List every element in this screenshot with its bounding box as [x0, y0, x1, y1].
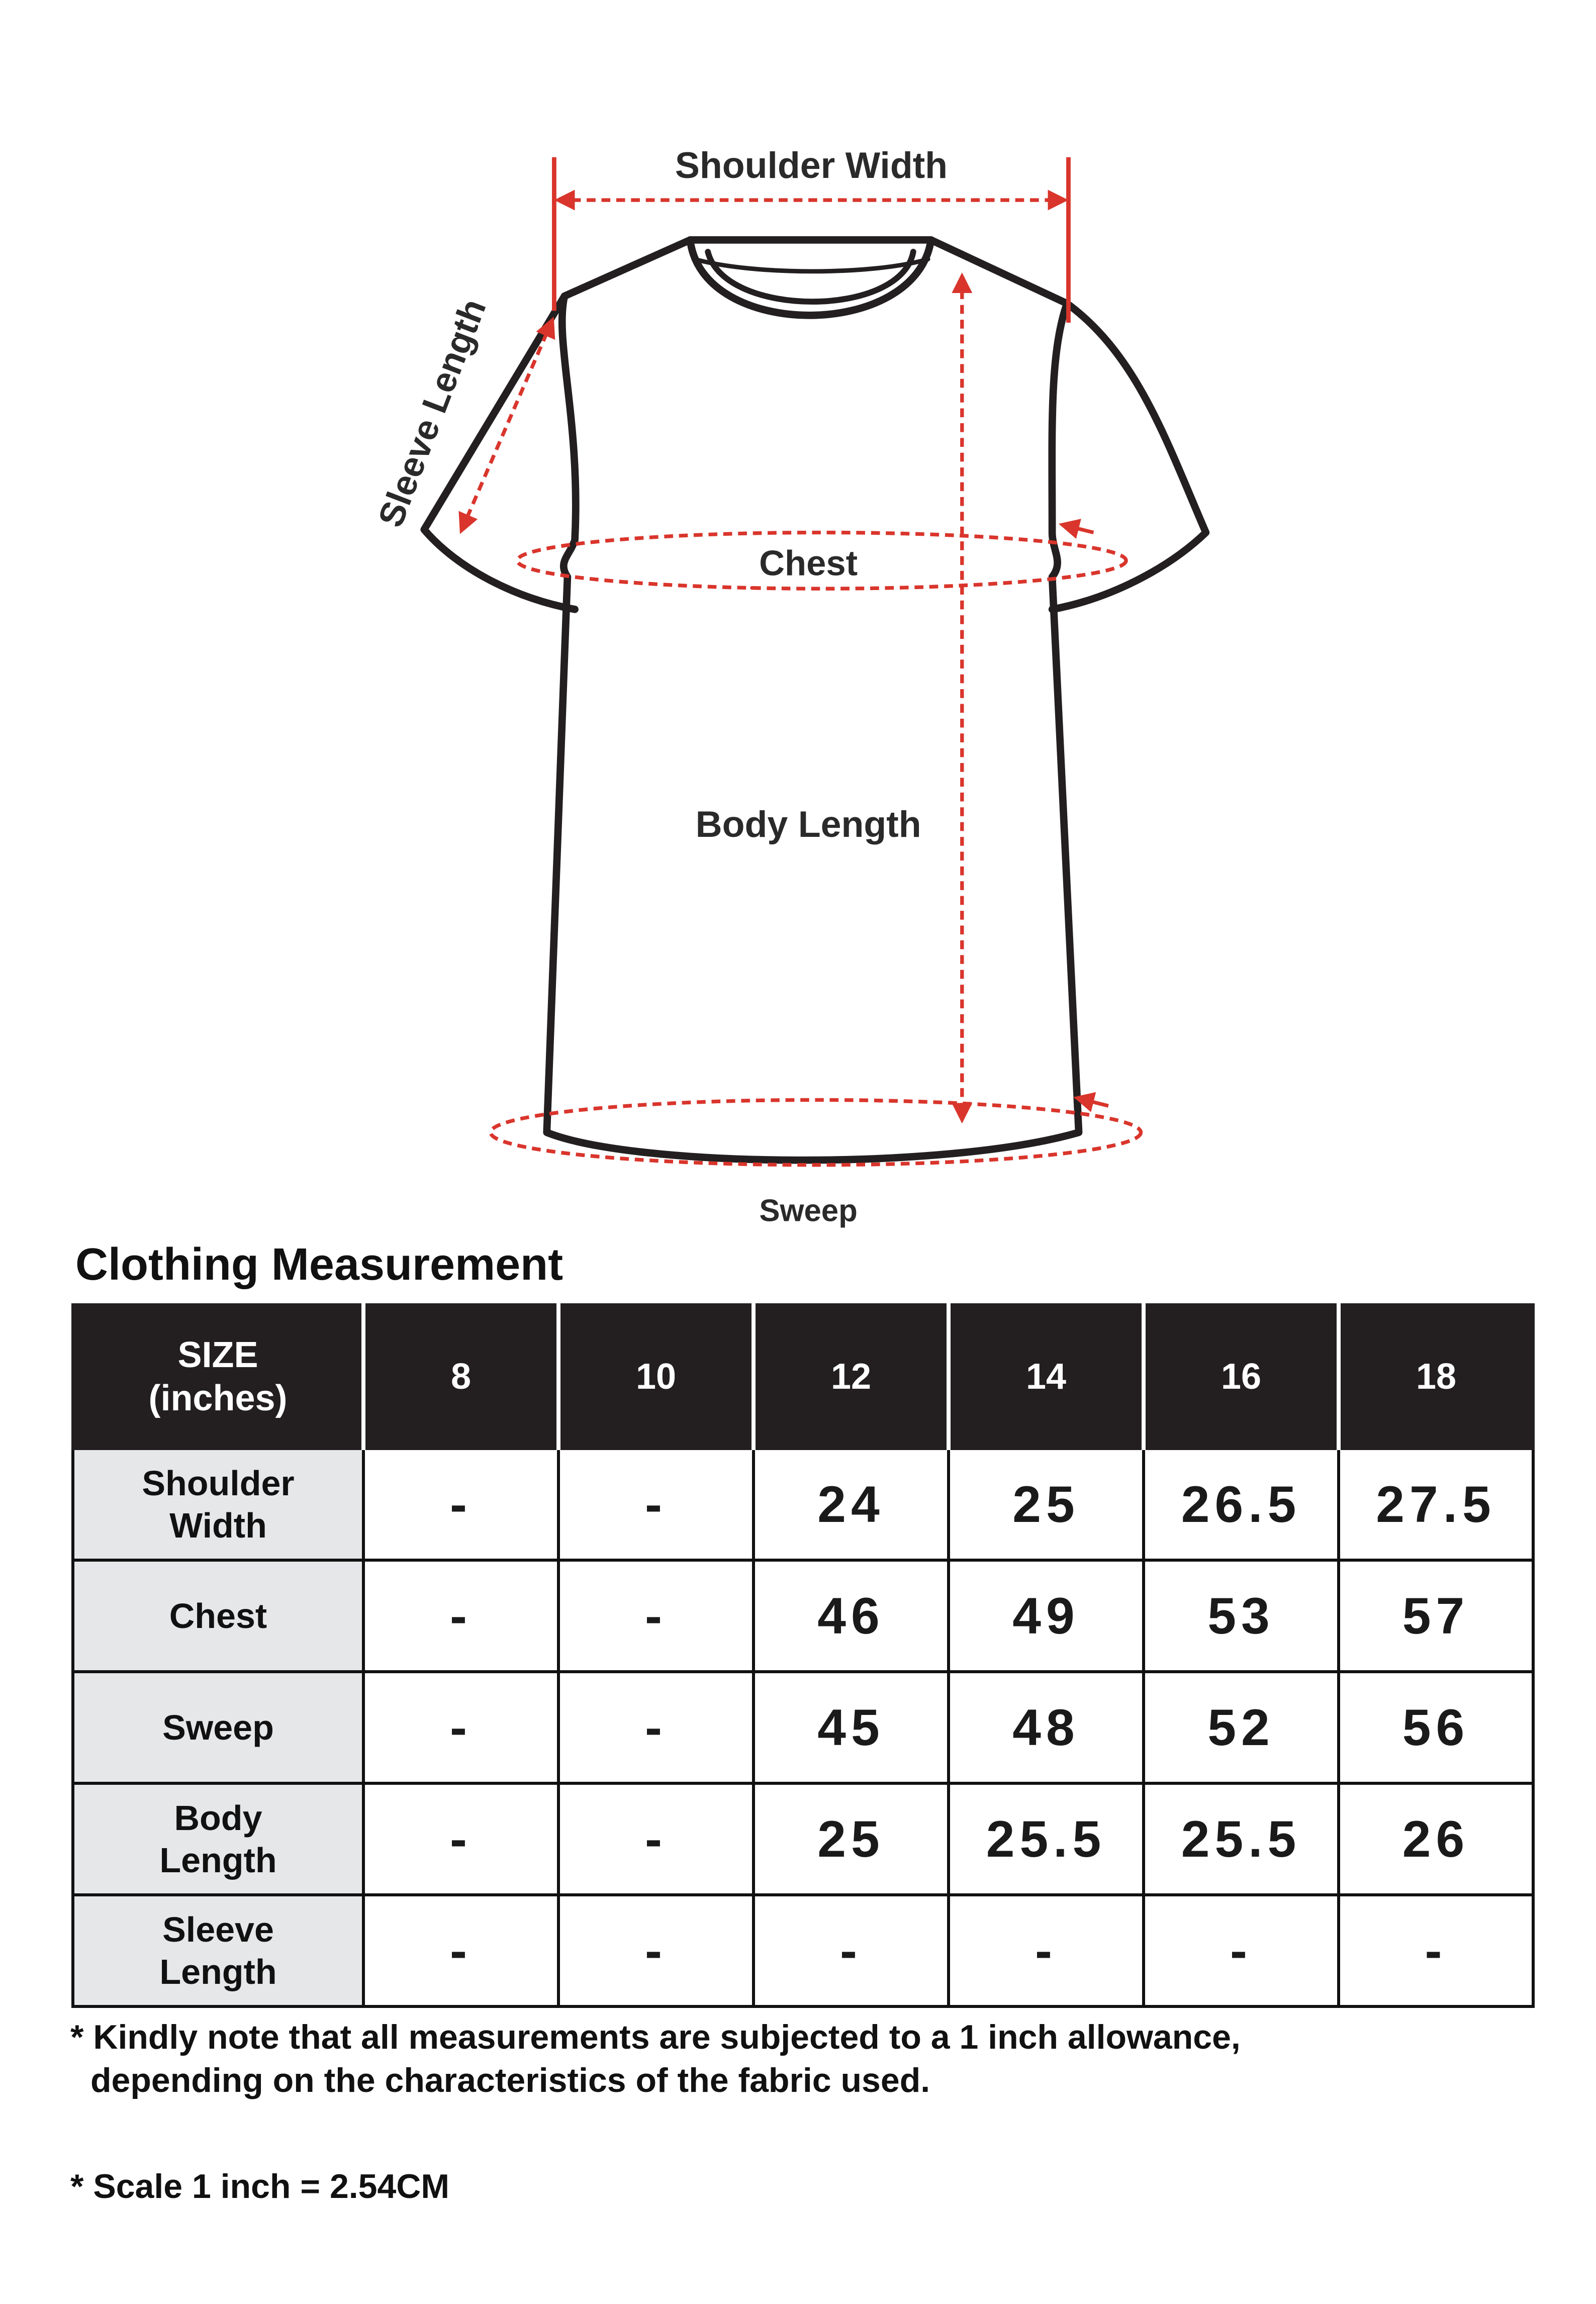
size-column-header: 8: [363, 1305, 558, 1449]
sleeve-length-arrow: [467, 333, 547, 518]
section-title: Clothing Measurement: [75, 1239, 564, 1290]
table-cell: 25.5: [1144, 1783, 1339, 1895]
row-label-chest: [73, 1560, 363, 1672]
tshirt-body-outline: [547, 240, 1079, 1160]
table-cell: -: [558, 1895, 754, 2006]
row-label-body-length: [73, 1783, 363, 1895]
row-label-shoulder-width: [73, 1449, 363, 1560]
table-cell: 48: [949, 1672, 1144, 1783]
table-cell: -: [558, 1560, 754, 1672]
allowance-note: [70, 2015, 1241, 2102]
sweep-loop: [491, 1100, 1141, 1165]
table-cell: -: [363, 1672, 558, 1783]
table-cell: 53: [1144, 1560, 1339, 1672]
table-cell: -: [558, 1672, 754, 1783]
table-cell: 56: [1339, 1672, 1533, 1783]
row-label-line2: Length: [159, 1952, 277, 1991]
size-chart-table: [71, 1303, 1535, 2008]
size-column-header: 12: [754, 1305, 949, 1449]
size-header-cell: [73, 1305, 363, 1449]
size-column-header: 18: [1339, 1305, 1533, 1449]
body-length-label: Body Length: [695, 803, 921, 845]
size-header-line1: SIZE: [177, 1335, 258, 1375]
scale-note: * Scale 1 inch = 2.54CM: [70, 2167, 450, 2205]
table-row: [73, 1672, 1533, 1783]
row-label-line1: Chest: [169, 1596, 267, 1636]
row-label-sleeve-length: [73, 1895, 363, 2006]
table-cell: -: [1339, 1895, 1533, 2006]
row-label-line2: Width: [169, 1506, 267, 1545]
collar-back: [695, 259, 928, 271]
shoulder-width-label: Shoulder Width: [675, 144, 948, 186]
tshirt-outline: [424, 240, 1206, 1160]
table-cell: 57: [1339, 1560, 1533, 1672]
table-cell: -: [1144, 1895, 1339, 2006]
row-label-line2: Length: [159, 1841, 277, 1880]
right-sleeve-outline: [1052, 304, 1206, 610]
sweep-arrow-tip: [1091, 1101, 1108, 1106]
size-column-header: 10: [558, 1305, 754, 1449]
allowance-note-line1: * Kindly note that all measurements are subjected to a 1 inch allowance,: [70, 2018, 1241, 2056]
table-cell: 26: [1339, 1783, 1533, 1895]
sleeve-length-label: Sleeve Length: [370, 293, 494, 532]
table-cell: -: [558, 1783, 754, 1895]
table-cell: -: [363, 1449, 558, 1560]
table-cell: 27.5: [1339, 1449, 1533, 1560]
table-header-row: [73, 1305, 1533, 1449]
table-cell: 24: [754, 1449, 949, 1560]
sweep-label: Sweep: [759, 1193, 858, 1228]
table-row: [73, 1783, 1533, 1895]
table-cell: -: [363, 1560, 558, 1672]
row-label-line1: Shoulder: [142, 1464, 295, 1503]
size-header-line2: (inches): [148, 1378, 288, 1418]
table-cell: -: [949, 1895, 1144, 2006]
table-cell: 45: [754, 1672, 949, 1783]
row-label-line1: Sweep: [162, 1708, 274, 1747]
collar-inner: [708, 252, 913, 302]
row-label-sweep: [73, 1672, 363, 1783]
table-cell: 25.5: [949, 1783, 1144, 1895]
chest-arrow-tip: [1076, 528, 1093, 533]
row-label-line1: Body: [174, 1798, 262, 1838]
table-cell: 52: [1144, 1672, 1339, 1783]
table-cell: -: [363, 1783, 558, 1895]
table-cell: 46: [754, 1560, 949, 1672]
size-column-header: 14: [949, 1305, 1144, 1449]
table-cell: 26.5: [1144, 1449, 1339, 1560]
table-cell: -: [558, 1449, 754, 1560]
table-cell: 49: [949, 1560, 1144, 1672]
size-column-header: 16: [1144, 1305, 1339, 1449]
table-row: [73, 1895, 1533, 2006]
measurement-lines: [467, 157, 1141, 1165]
table-row: [73, 1449, 1533, 1560]
table-cell: 25: [949, 1449, 1144, 1560]
row-label-line1: Sleeve: [162, 1910, 274, 1949]
table-cell: 25: [754, 1783, 949, 1895]
table-cell: -: [754, 1895, 949, 2006]
chest-label: Chest: [759, 543, 858, 583]
table-row: [73, 1560, 1533, 1672]
table-cell: -: [363, 1895, 558, 2006]
allowance-note-line2: depending on the characteristics of the fabric used.: [90, 2061, 930, 2099]
